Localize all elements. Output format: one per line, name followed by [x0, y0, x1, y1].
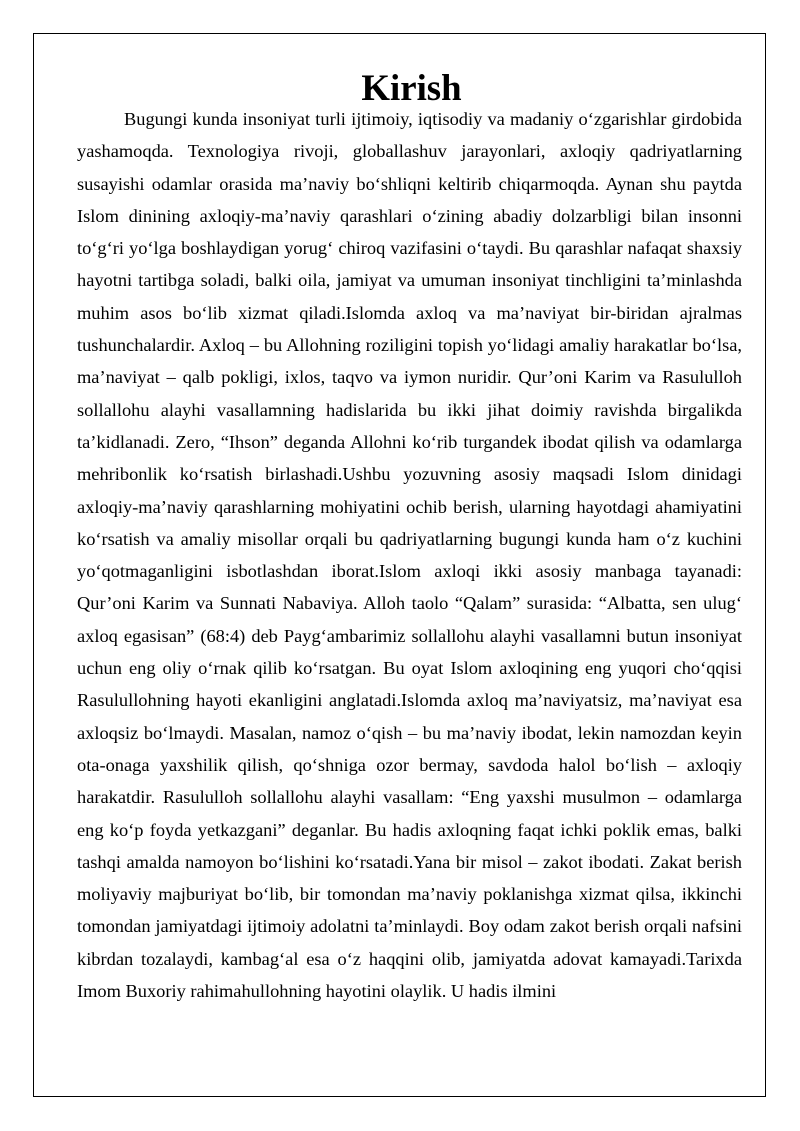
document-content: [77, 67, 742, 1007]
section-title: Kirish: [361, 67, 462, 108]
body-paragraph: Bugungi kunda insoniyat turli ijtimoiy, iqtisodiy va madaniy o‘zgarishlar girdobida yashamoqda. Texnologiya rivoji, globallashuv jarayonlari, axloqiy qadriyatlarning susayishi odamlar orasida ma’naviy bo‘shliqni keltirib chiqarmoqda. Aynan shu paytda Islom dinining axloqiy-ma’naviy qarashlari o‘zining abadiy dolzarbligi bilan insonni to‘g‘ri yo‘lga boshlaydigan yorug‘ chiroq vazifasini o‘taydi. Bu qarashlar nafaqat shaxsiy hayotni tartibga soladi, balki oila, jamiyat va umuman insoniyat tinchligini ta’minlashda muhim asos bo‘lib xizmat qiladi.Islomda axloq va ma’naviyat bir-biridan ajralmas tushunchalardir. Axloq – bu Allohning roziligini topish yo‘lidagi amaliy harakatlar bo‘lsa, ma’naviyat – qalb pokligi, ixlos, taqvo va iymon nuridir. Qur’oni Karim va Rasululloh sollallohu alayhi vasallamning hadislarida bu ikki jihat doimiy ravishda birgalikda ta’kidlanadi. Zero, “Ihson” deganda Allohni ko‘rib turgandek ibodat qilish va odamlarga mehribonlik ko‘rsatish birlashadi.Ushbu yozuvning asosiy maqsadi Islom dinidagi axloqiy-ma’naviy qarashlarning mohiyatini ochib berish, ularning hayotdagi ahamiyatini ko‘rsatish va amaliy misollar orqali bu qadriyatlarning bugungi kunda ham o‘z kuchini yo‘qotmaganligini isbotlashdan iborat.Islom axloqi ikki asosiy manbaga tayanadi: Qur’oni Karim va Sunnati Nabaviya. Alloh taolo “Qalam” surasida: “Albatta, sen ulug‘ axloq egasisan” (68:4) deb Payg‘ambarimiz sollallohu alayhi vasallamni butun insoniyat uchun eng oliy o‘rnak qilib ko‘rsatgan. Bu oyat Islom axloqining eng yuqori cho‘qqisi Rasulullohning hayoti ekanligini anglatadi.Islomda axloq ma’naviyatsiz, ma’naviyat esa axloqsiz bo‘lmaydi. Masalan, namoz o‘qish – bu ma’naviy ibodat, lekin namozdan keyin ota-onaga yaxshilik qilish, qo‘shniga ozor bermay, savdoda halol bo‘lish – axloqiy harakatdir. Rasululloh sollallohu alayhi vasallam: “Eng yaxshi musulmon – odamlarga eng ko‘p foyda yetkazgani” deganlar. Bu hadis axloqning faqat ichki poklik emas, balki tashqi amalda namoyon bo‘lishini ko‘rsatadi.Yana bir misol – zakot ibodati. Zakat berish moliyaviy majburiyat bo‘lib, bir tomondan ma’naviy poklanishga xizmat qilsa, ikkinchi tomondan jamiyatdagi ijtimoiy adolatni ta’minlaydi. Boy odam zakot berish orqali nafsini kibrdan tozalaydi, kambag‘al esa o‘z haqqini olib, jamiyatda adovat kamayadi.Tarixda Imom Buxoriy rahimahullohning hayotini olaylik. U hadis ilmini: [77, 109, 742, 1002]
